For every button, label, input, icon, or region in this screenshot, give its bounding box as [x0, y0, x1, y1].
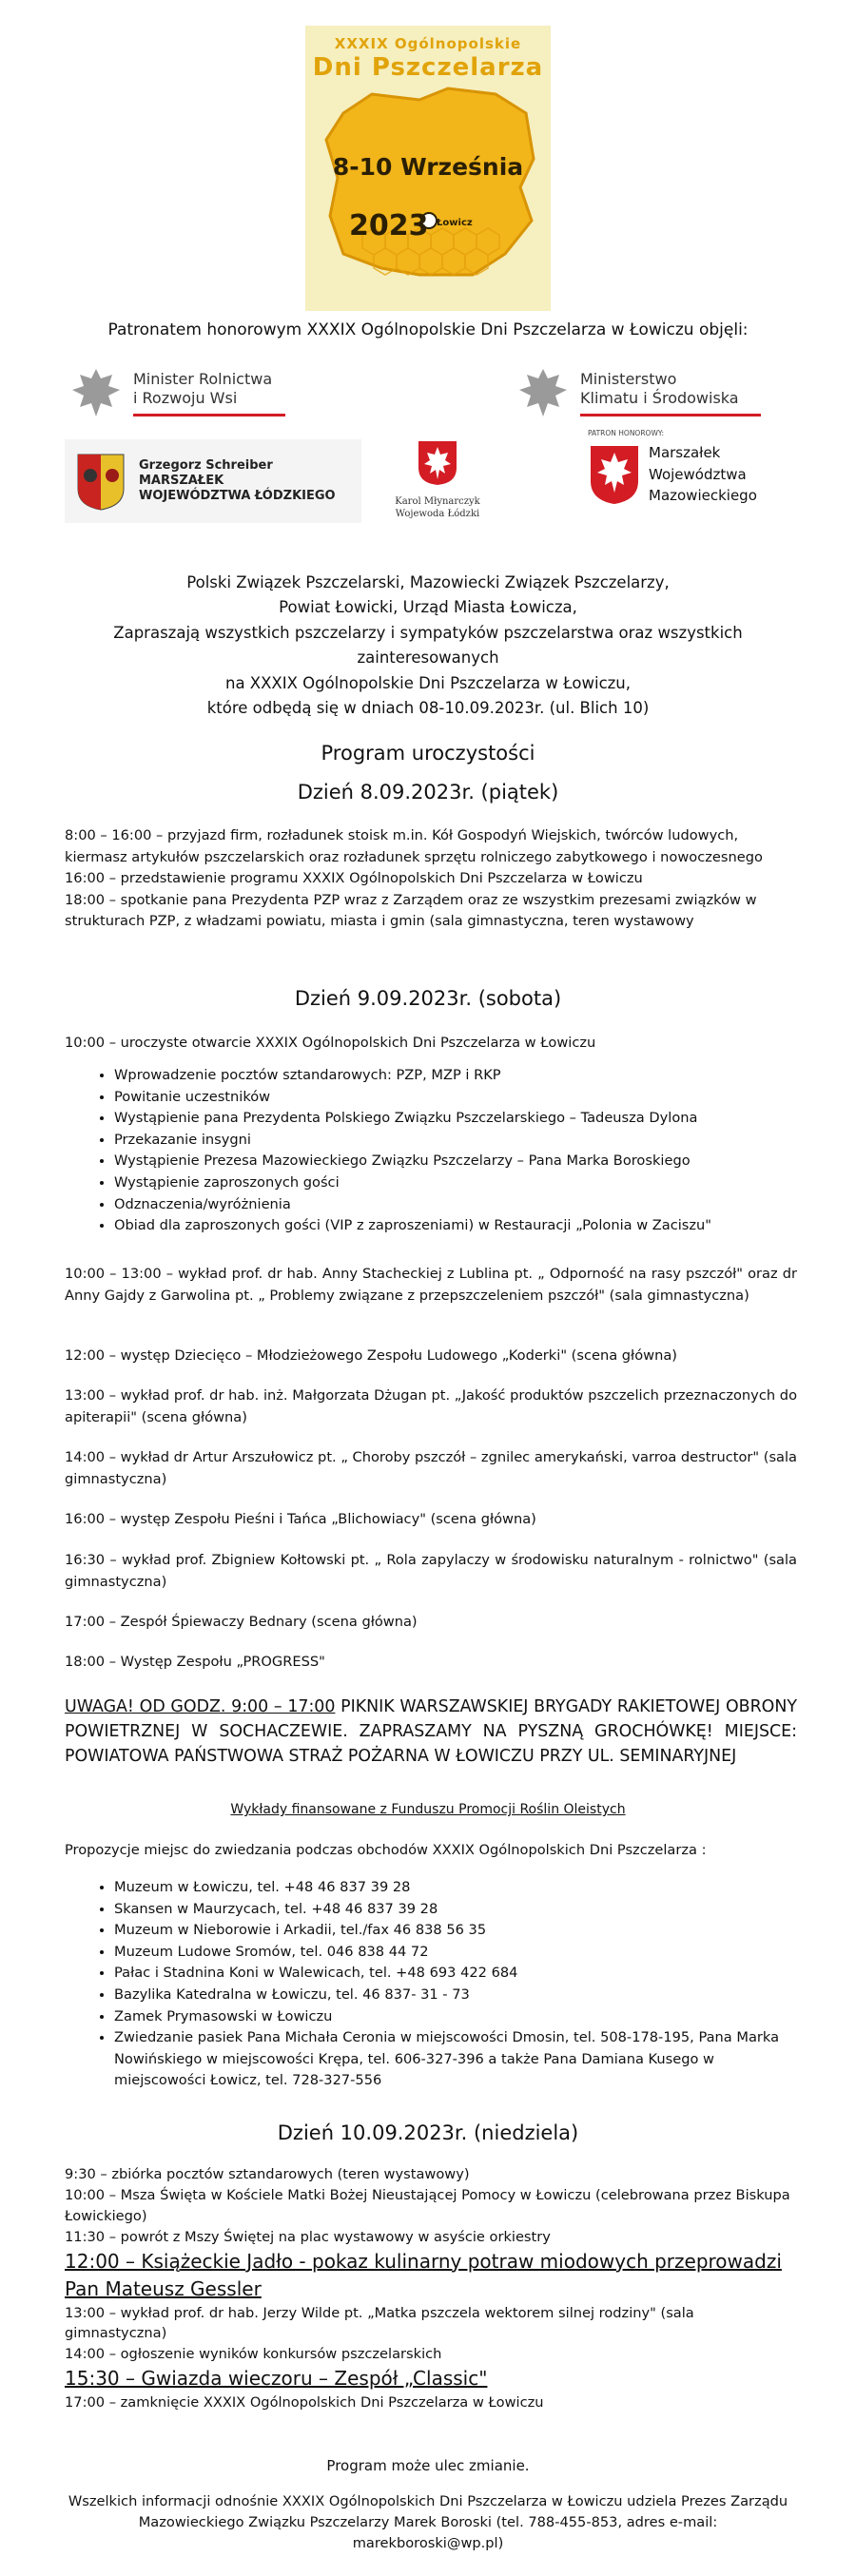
- poster-year: 2023: [349, 209, 429, 242]
- patronage-title: Patronatem honorowym XXXIX Ogólnopolskie Dni Pszczelarza w Łowiczu objęli:: [107, 320, 749, 339]
- logo-ministry-agriculture-line1: Minister Rolnictwa: [133, 369, 273, 388]
- schedule-item: 13:00 – wykład prof. dr hab. Jerzy Wilde pt. „Matka pszczela wektorem silnej rodziny" (sala gimnastyczna): [65, 2304, 694, 2342]
- marshal-lodz-region: WOJEWÓDZTWA ŁÓDZKIEGO: [139, 489, 336, 504]
- day3-schedule: [65, 2164, 797, 2413]
- invite-line: Powiat Łowicki, Urząd Miasta Łowicza,: [279, 598, 577, 617]
- schedule-item: 12:00 – występ Dziecięco – Młodzieżowego Zespołu Ludowego „Koderki" (scena główna): [65, 1347, 677, 1364]
- schedule-item: 18:00 – Występ Zespołu „PROGRESS": [65, 1654, 325, 1670]
- list-item: • Powitanie uczestników: [114, 1087, 797, 1109]
- list-item: • Wystąpienie zaproszonych gości: [114, 1172, 797, 1194]
- schedule-item: 18:00 – spotkanie pana Prezydenta PZP wraz z Zarządem oraz ze wszystkim prezesami związków w strukturach PZP, z władzami powiatu, miasta i gmin (sala gimnastyczna, teren wystawowy: [65, 891, 757, 930]
- patron-header: PATRON HONOROWY:: [588, 429, 664, 437]
- list-item: • Przekazanie insygni: [114, 1130, 797, 1152]
- schedule-item: 17:00 – Zespół Śpiewaczy Bednary (scena główna): [65, 1614, 418, 1630]
- schedule-item: 16:00 – przedstawienie programu XXXIX Ogólnopolskich Dni Pszczelarza w Łowiczu: [65, 870, 643, 887]
- day2-title: Dzień 9.09.2023r. (sobota): [294, 987, 562, 1010]
- places-intro: Propozycje miejsc do zwiedzania podczas obchodów XXXIX Ogólnopolskich Dni Pszczelarza :: [65, 1842, 707, 1858]
- marshal-maz-line3: Mazowieckiego: [649, 487, 757, 505]
- list-item: • Bazylika Katedralna w Łowiczu, tel. 46 837- 31 - 73: [114, 1985, 797, 2006]
- schedule-item: 14:00 – wykład dr Artur Arszułowicz pt. „ Choroby pszczół – zgnilec amerykański, varroa destructor" (sala gimnastyczna): [65, 1449, 797, 1487]
- list-item: • Wystąpienie Prezesa Mazowieckiego Związku Pszczelarzy – Pana Marka Boroskiego: [114, 1151, 797, 1172]
- invite-line: na XXXIX Ogólnopolskie Dni Pszczelarza w Łowiczu,: [224, 673, 632, 692]
- contact-info: Wszelkich informacji odnośnie XXXIX Ogólnopolskich Dni Pszczelarza w Łowiczu udziela Prezes Zarządu Mazowieckiego Związku Pszczelarzy Marek Boroski (tel. 788-455-853, adres e-mail: marekboroski@wp.pl): [68, 2493, 788, 2551]
- schedule-item: 17:00 – zamknięcie XXXIX Ogólnopolskich Dni Pszczelarza w Łowiczu: [65, 2394, 544, 2411]
- schedule-item: 9:30 – zbiórka pocztów sztandarowych (teren wystawowy): [65, 2166, 470, 2182]
- change-note: Program może ulec zmianie.: [326, 2457, 530, 2474]
- day2-ceremony-list: [65, 1065, 797, 1237]
- poster-title-line2: Dni Pszczelarza: [312, 53, 544, 82]
- poster-dates: 8-10 Września: [332, 153, 524, 181]
- places-list: [65, 1877, 797, 2092]
- schedule-item: 10:00 – Msza Święta w Kościele Matki Bożej Nieustającej Pomocy w Łowiczu (celebrowana przez Biskupa Łowickiego): [65, 2186, 790, 2224]
- warning-text: PIKNIK WARSZAWSKIEJ BRYGADY RAKIETOWEJ OBRONY POWIETRZNEJ W SOCHACZEWIE. ZAPRASZAMY NA PYSZNĄ GROCHÓWKĘ! MIEJSCE: POWIATOWA PAŃSTWOWA STRAŻ POŻARNA W ŁOWICZU PRZY UL. SEMINARYJNEJ: [65, 1697, 797, 1767]
- list-item: • Wystąpienie pana Prezydenta Polskiego Związku Pszczelarskiego – Tadeusza Dylona: [114, 1108, 797, 1130]
- logo-ministry-agriculture-line2: i Rozwoju Wsi: [133, 388, 238, 407]
- list-item: • Muzeum Ludowe Sromów, tel. 046 838 44 72: [114, 1942, 797, 1964]
- schedule-item: 14:00 – ogłoszenie wyników konkursów pszczelarskich: [65, 2346, 442, 2363]
- event-poster: [305, 26, 551, 311]
- funding-note: Wykłady finansowane z Funduszu Promocji Roślin Oleistych: [230, 1802, 626, 1817]
- voivode-title: Wojewoda Łódzki: [395, 508, 480, 519]
- invite-line: Zapraszają wszystkich pszczelarzy i sympatyków pszczelarstwa oraz wszystkich: [113, 623, 743, 642]
- list-item: • Obiad dla zaproszonych gości (VIP z zaproszeniami) w Restauracji „Polonia w Zaciszu": [114, 1215, 797, 1237]
- list-item: • Muzeum w Łowiczu, tel. +48 46 837 39 28: [114, 1877, 797, 1899]
- list-item: • Muzeum w Nieborowie i Arkadii, tel./fax 46 838 56 35: [114, 1920, 797, 1942]
- logo-marshal-mazowieckie: [588, 428, 759, 507]
- marshal-maz-line1: Marszałek: [649, 444, 721, 462]
- schedule-item: 16:00 – występ Zespołu Pieśni i Tańca „Blichowiacy" (scena główna): [65, 1511, 536, 1527]
- picnic-announcement: [65, 1695, 797, 1769]
- warning-underlined: UWAGA! OD GODZ. 9:00 – 17:00: [65, 1697, 336, 1716]
- marshal-lodz-title: MARSZAŁEK: [139, 473, 224, 488]
- list-item: • Skansen w Maurzycach, tel. +48 46 837 39 28: [114, 1899, 797, 1921]
- list-item: • Pałac i Stadnina Koni w Walewicach, tel. +48 693 422 684: [114, 1963, 797, 1985]
- schedule-item: 11:30 – powrót z Mszy Świętej na plac wystawowy w asyście orkiestry: [65, 2228, 551, 2245]
- logo-ministry-agriculture: [67, 363, 304, 422]
- poster-title-line1: XXXIX Ogólnopolskie: [334, 35, 522, 52]
- logo-marshal-lodz: [65, 439, 361, 523]
- logo-ministry-climate: [514, 363, 780, 422]
- program-title: Program uroczystości: [321, 742, 535, 765]
- day3-title: Dzień 10.09.2023r. (niedziela): [277, 2121, 579, 2144]
- logo-ministry-climate-line1: Ministerstwo: [580, 369, 677, 388]
- schedule-item: 8:00 – 16:00 – przyjazd firm, rozładunek stoisk m.in. Kół Gospodyń Wiejskich, twórców ludowych, kiermasz artykułów pszczelarskich oraz rozładunek sprzętu rolniczego zabytkowego i nowoczesnego: [65, 827, 763, 865]
- concert-highlight: 15:30 – Gwiazda wieczoru – Zespół „Classic": [65, 2367, 488, 2391]
- invite-line: zainteresowanych: [357, 649, 499, 668]
- invite-line: Polski Związek Pszczelarski, Mazowiecki Związek Pszczelarzy,: [186, 573, 670, 591]
- lodz-voivodeship-coat-of-arms-icon: [74, 451, 127, 512]
- schedule-item: 16:30 – wykład prof. Zbigniew Kołtowski pt. „ Rola zapylaczy w środowisku naturalnym - rolnictwo" (sala gimnastyczna): [65, 1552, 797, 1590]
- schedule-item: 10:00 – 13:00 – wykład prof. dr hab. Anny Stacheckiej z Lublina pt. „ Odporność na rasy pszczół" oraz dr Anny Gajdy z Garwolina pt. „ Problemy związane z przepszczeleniem pszczół" (sala gimnastyczna): [65, 1266, 797, 1304]
- list-item: • Zamek Prymasowski w Łowiczu: [114, 2006, 797, 2028]
- schedule-item: 13:00 – wykład prof. dr hab. inż. Małgorzata Dżugan pt. „Jakość produktów pszczelich przeznaczonych do apiterapii" (scena główna): [65, 1387, 797, 1425]
- list-item: • Zwiedzanie pasiek Pana Michała Ceronia w miejscowości Dmosin, tel. 508-178-195, Pana Marka Nowińskiego w miejscowości Krępa, tel. 606-327-396 a także Pana Damiana Kusego w miejscowości Łowicz, tel. 728-327-556: [114, 2027, 797, 2092]
- day1-title: Dzień 8.09.2023r. (piątek): [297, 781, 559, 804]
- polish-eagle-icon: [67, 363, 126, 422]
- poster-city: Łowicz: [437, 218, 473, 228]
- list-item: • Odznaczenia/wyróżnienia: [114, 1194, 797, 1216]
- invitation: [0, 571, 856, 721]
- day1-schedule: [65, 825, 797, 933]
- day2-opening: 10:00 – uroczyste otwarcie XXXIX Ogólnopolskich Dni Pszczelarza w Łowiczu: [65, 1035, 596, 1051]
- logo-ministry-climate-line2: Klimatu i Środowiska: [580, 388, 739, 407]
- mazowieckie-coat-of-arms-icon: [588, 443, 641, 506]
- list-item: • Wprowadzenie pocztów sztandarowych: PZP, MZP i RKP: [114, 1065, 797, 1087]
- polish-emblem-icon: [417, 439, 458, 487]
- cooking-show-highlight: 12:00 – Książeckie Jadło - pokaz kulinarny potraw miodowych przeprowadzi Pan Mateusz Gessler: [65, 2249, 782, 2300]
- invite-line: które odbędą się w dniach 08-10.09.2023r. (ul. Blich 10): [206, 698, 650, 717]
- marshal-lodz-name: Grzegorz Schreiber: [139, 457, 273, 473]
- voivode-name: Karol Młynarczyk: [395, 495, 480, 507]
- logo-voivode: [380, 439, 495, 520]
- marshal-maz-line2: Województwa: [649, 465, 747, 483]
- polish-eagle-icon: [514, 363, 573, 422]
